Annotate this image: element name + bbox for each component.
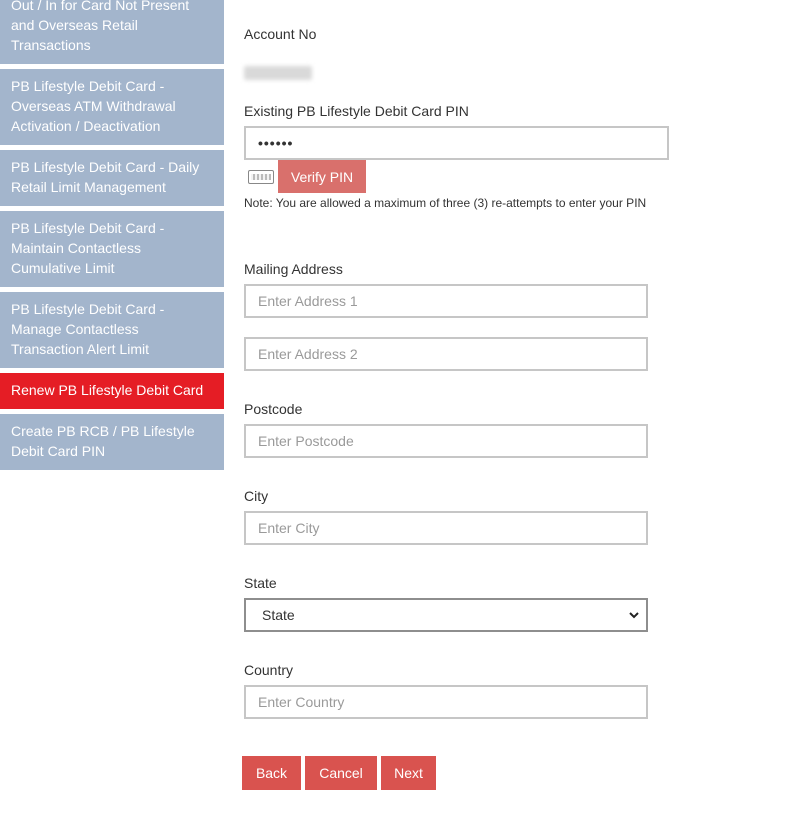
back-button[interactable]: Back [242, 756, 301, 790]
pin-attempts-note: Note: You are allowed a maximum of three (3) re-attempts to enter your PIN [244, 196, 647, 210]
next-button[interactable]: Next [381, 756, 436, 790]
verify-pin-button[interactable]: Verify PIN [278, 160, 366, 193]
state-label: State [244, 575, 277, 591]
pin-label: Existing PB Lifestyle Debit Card PIN [244, 103, 469, 119]
keyboard-icon[interactable] [248, 170, 274, 184]
account-no-label: Account No [244, 26, 317, 42]
sidebar-item-label: PB Lifestyle Debit Card - Overseas ATM Withdrawal Activation / Deactivation [11, 78, 176, 134]
address1-input[interactable] [244, 284, 648, 318]
sidebar-item-label: Out / In for Card Not Present and Overseas Retail Transactions [11, 0, 190, 53]
sidebar-item-label: Create PB RCB / PB Lifestyle Debit Card PIN [11, 423, 195, 459]
sidebar-item-card-not-present[interactable] [0, 0, 224, 64]
country-input[interactable] [244, 685, 648, 719]
sidebar-item-contactless-cumulative[interactable] [0, 211, 224, 287]
sidebar-item-label: PB Lifestyle Debit Card - Manage Contactless Transaction Alert Limit [11, 301, 165, 357]
sidebar-item-label: PB Lifestyle Debit Card - Maintain Contactless Cumulative Limit [11, 220, 165, 276]
country-label: Country [244, 662, 294, 678]
state-select[interactable] [244, 598, 648, 632]
account-no-value-masked [244, 66, 312, 80]
sidebar-item-contactless-alert[interactable] [0, 292, 224, 368]
cancel-button[interactable]: Cancel [305, 756, 377, 790]
address2-input[interactable] [244, 337, 648, 371]
sidebar-item-overseas-atm[interactable] [0, 69, 224, 145]
pin-input[interactable] [244, 126, 669, 160]
mailing-address-label: Mailing Address [244, 261, 343, 277]
sidebar-item-label: PB Lifestyle Debit Card - Daily Retail Limit Management [11, 159, 200, 195]
sidebar-item-label: Renew PB Lifestyle Debit Card [11, 382, 204, 398]
city-label: City [244, 488, 269, 504]
state-select-value: State [262, 607, 295, 623]
city-input[interactable] [244, 511, 648, 545]
sidebar-item-daily-retail-limit[interactable] [0, 150, 224, 206]
chevron-down-icon [628, 609, 640, 621]
sidebar-item-create-pin[interactable] [0, 414, 224, 470]
postcode-input[interactable] [244, 424, 648, 458]
sidebar-item-renew-card[interactable] [0, 373, 224, 409]
postcode-label: Postcode [244, 401, 303, 417]
